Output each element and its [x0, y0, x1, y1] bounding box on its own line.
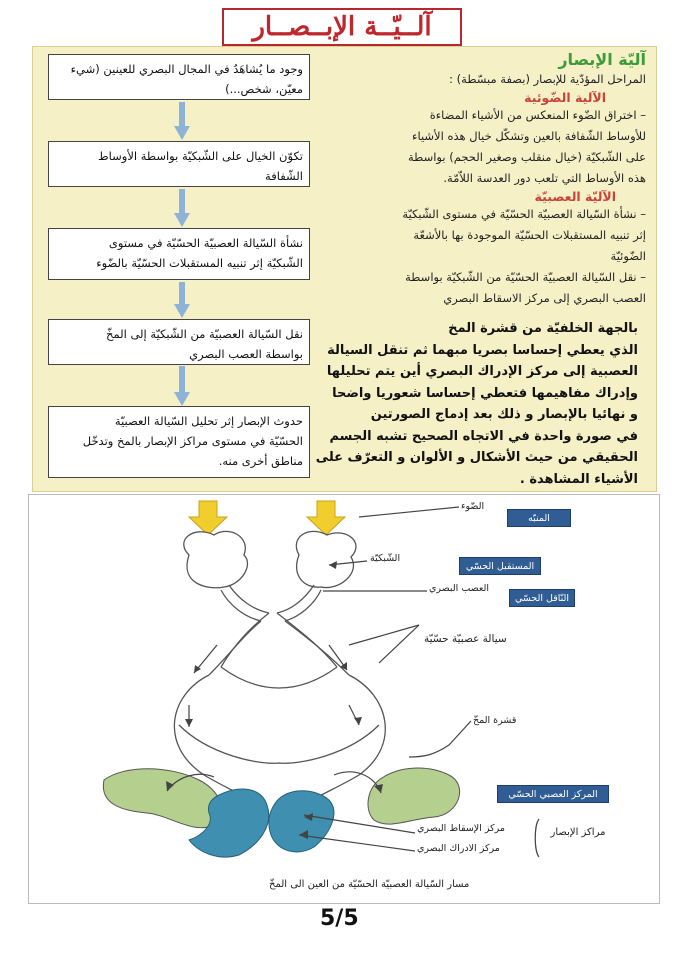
- flow-arrow-icon: [174, 282, 190, 318]
- flow-step-5-line: حدوث الإبصار إثر تحليل السّيالة العصبيّة: [114, 414, 303, 428]
- bold-line: الذي يعطي إحساسا بصريا مبهما ثم تنقل السيالة: [327, 342, 638, 358]
- visual-pathway-diagram: [28, 494, 660, 904]
- text-column: [320, 50, 646, 309]
- optical-line: – اختراق الضّوء المنعكس من الأشياء المضاءة: [429, 108, 646, 122]
- bold-line: الحقيقي من حيث الأشكال و الألوان و التعرّف على: [315, 450, 638, 465]
- diagram-caption: مسار السّيالة العصبيّة الحسّيّة من العين الى المخّ: [269, 879, 470, 890]
- flow-step-4-line: بواسطة العصب البصري: [189, 347, 303, 361]
- optical-title: الآلية الضّوئية: [524, 90, 606, 105]
- vision-centers-label: مراكز الإبصار: [550, 827, 606, 838]
- optical-line: هذه الأوساط التي تلعب دور العدسة اللاّمّة.: [443, 171, 646, 185]
- neural-line: – نشأة السّيالة العصبيّة الحسّيّة في مستوى الشّبكيّة: [402, 207, 646, 221]
- flow-step-1-line: معيّن، شخص...): [225, 82, 303, 96]
- perception-center-label: مركز الادراك البصري: [417, 843, 500, 854]
- section-heading: آليّة الإبصار: [558, 50, 646, 69]
- bold-line: في صورة واحدة في الاتجاه الصحيح تشبه الجسم: [329, 428, 638, 444]
- neural-line: العصب البصري إلى مركز الاسقاط البصري: [443, 291, 646, 305]
- flow-step-1: [48, 54, 310, 100]
- neural-line: – نقل السّيالة العصبيّة الحسّيّة من الشّبكيّة بواسطة: [405, 270, 646, 284]
- pathway-drawing: [29, 495, 661, 905]
- flow-step-3-line: نشأة السّيالة العصبيّة الحسّيّة في مستوى: [108, 236, 303, 250]
- flow-step-3-line: الشّبكيّة إثر تنبيه المستقبلات الحسّيّة بالضّوء: [96, 256, 303, 270]
- page-number: 5/5: [320, 906, 359, 931]
- optic-nerve-label: العصب البصري: [429, 583, 490, 594]
- intro-text: المراحل المؤدّية للإبصار (بصفة مبسّطة) :: [449, 72, 646, 86]
- flow-arrow-icon: [174, 189, 190, 227]
- flow-step-3: [48, 228, 310, 280]
- flow-step-2-line: الشّفافة: [265, 169, 303, 183]
- flow-step-1-line: وجود ما يُشاهَدُ في المجال البصري للعينين (شيء: [70, 62, 303, 76]
- neural-line: إثر تنبيه المستقبلات الحسّيّة الموجودة بها بالأشعّة: [413, 228, 646, 242]
- impulse-label: سيالة عصبيّة حسّيّة: [424, 633, 507, 645]
- flow-step-4: [48, 319, 310, 365]
- page-title-box: [222, 8, 462, 46]
- bold-line: العصبية إلى مركز الإدراك البصري أين يتم تحليلها: [326, 364, 638, 379]
- legend-center: المركز العصبي الحسّي: [497, 785, 609, 803]
- cortex-label: قشرة المخّ: [473, 715, 517, 726]
- flow-step-5-line: الحسّيّة في مستوى مراكز الإبصار بالمخ وتدخّل: [82, 434, 303, 448]
- light-arrow-icon: [189, 501, 345, 535]
- page-title: آلــيّــة الإبــصــار: [252, 12, 432, 42]
- optical-line: على الشّبكيّة (خيال منقلب وصغير الحجم) بواسطة: [407, 150, 646, 164]
- bold-line: بالجهة الخلفيّة من قشرة المخ: [448, 321, 638, 336]
- neural-title: الآليّة العصبيّة: [534, 189, 616, 204]
- light-label: الضّوء: [461, 501, 485, 512]
- optical-line: للأوساط الشّفافة بالعين وتشكّل خيال هذه الأشياء: [412, 129, 646, 143]
- bold-paragraph: [290, 318, 638, 490]
- legend-receptor: المستقبل الحسّي: [459, 557, 541, 575]
- flow-arrow-icon: [174, 366, 190, 406]
- flow-step-2-line: تكوّن الخيال على الشّبكيّة بواسطة الأوساط: [98, 149, 303, 163]
- bold-line: الأشياء المشاهدة .: [519, 471, 638, 487]
- bold-line: وإدراك مفاهيمها فتعطي إحساسا شعوريا واضحا: [332, 385, 638, 401]
- flow-step-2: [48, 141, 310, 187]
- flow-step-5-line: مناطق أخرى منه.: [218, 454, 303, 468]
- retina-label: الشّبكيّة: [370, 553, 401, 564]
- neural-line: الضّوئيّة: [610, 249, 646, 263]
- flow-arrow-icon: [174, 102, 190, 140]
- legend-transmitter: النّاقل الحسّي: [509, 589, 575, 607]
- legend-stimulus: المنبّه: [507, 509, 571, 527]
- projection-center-label: مركز الإسقاط البصري: [417, 823, 505, 834]
- flow-step-5: [48, 406, 310, 478]
- bold-line: و نهائيا بالإبصار و ذلك بعد إدماج الصورتين: [370, 407, 638, 422]
- flow-step-4-line: نقل السّيالة العصبيّة من الشّبكيّة إلى المخّ: [106, 327, 303, 341]
